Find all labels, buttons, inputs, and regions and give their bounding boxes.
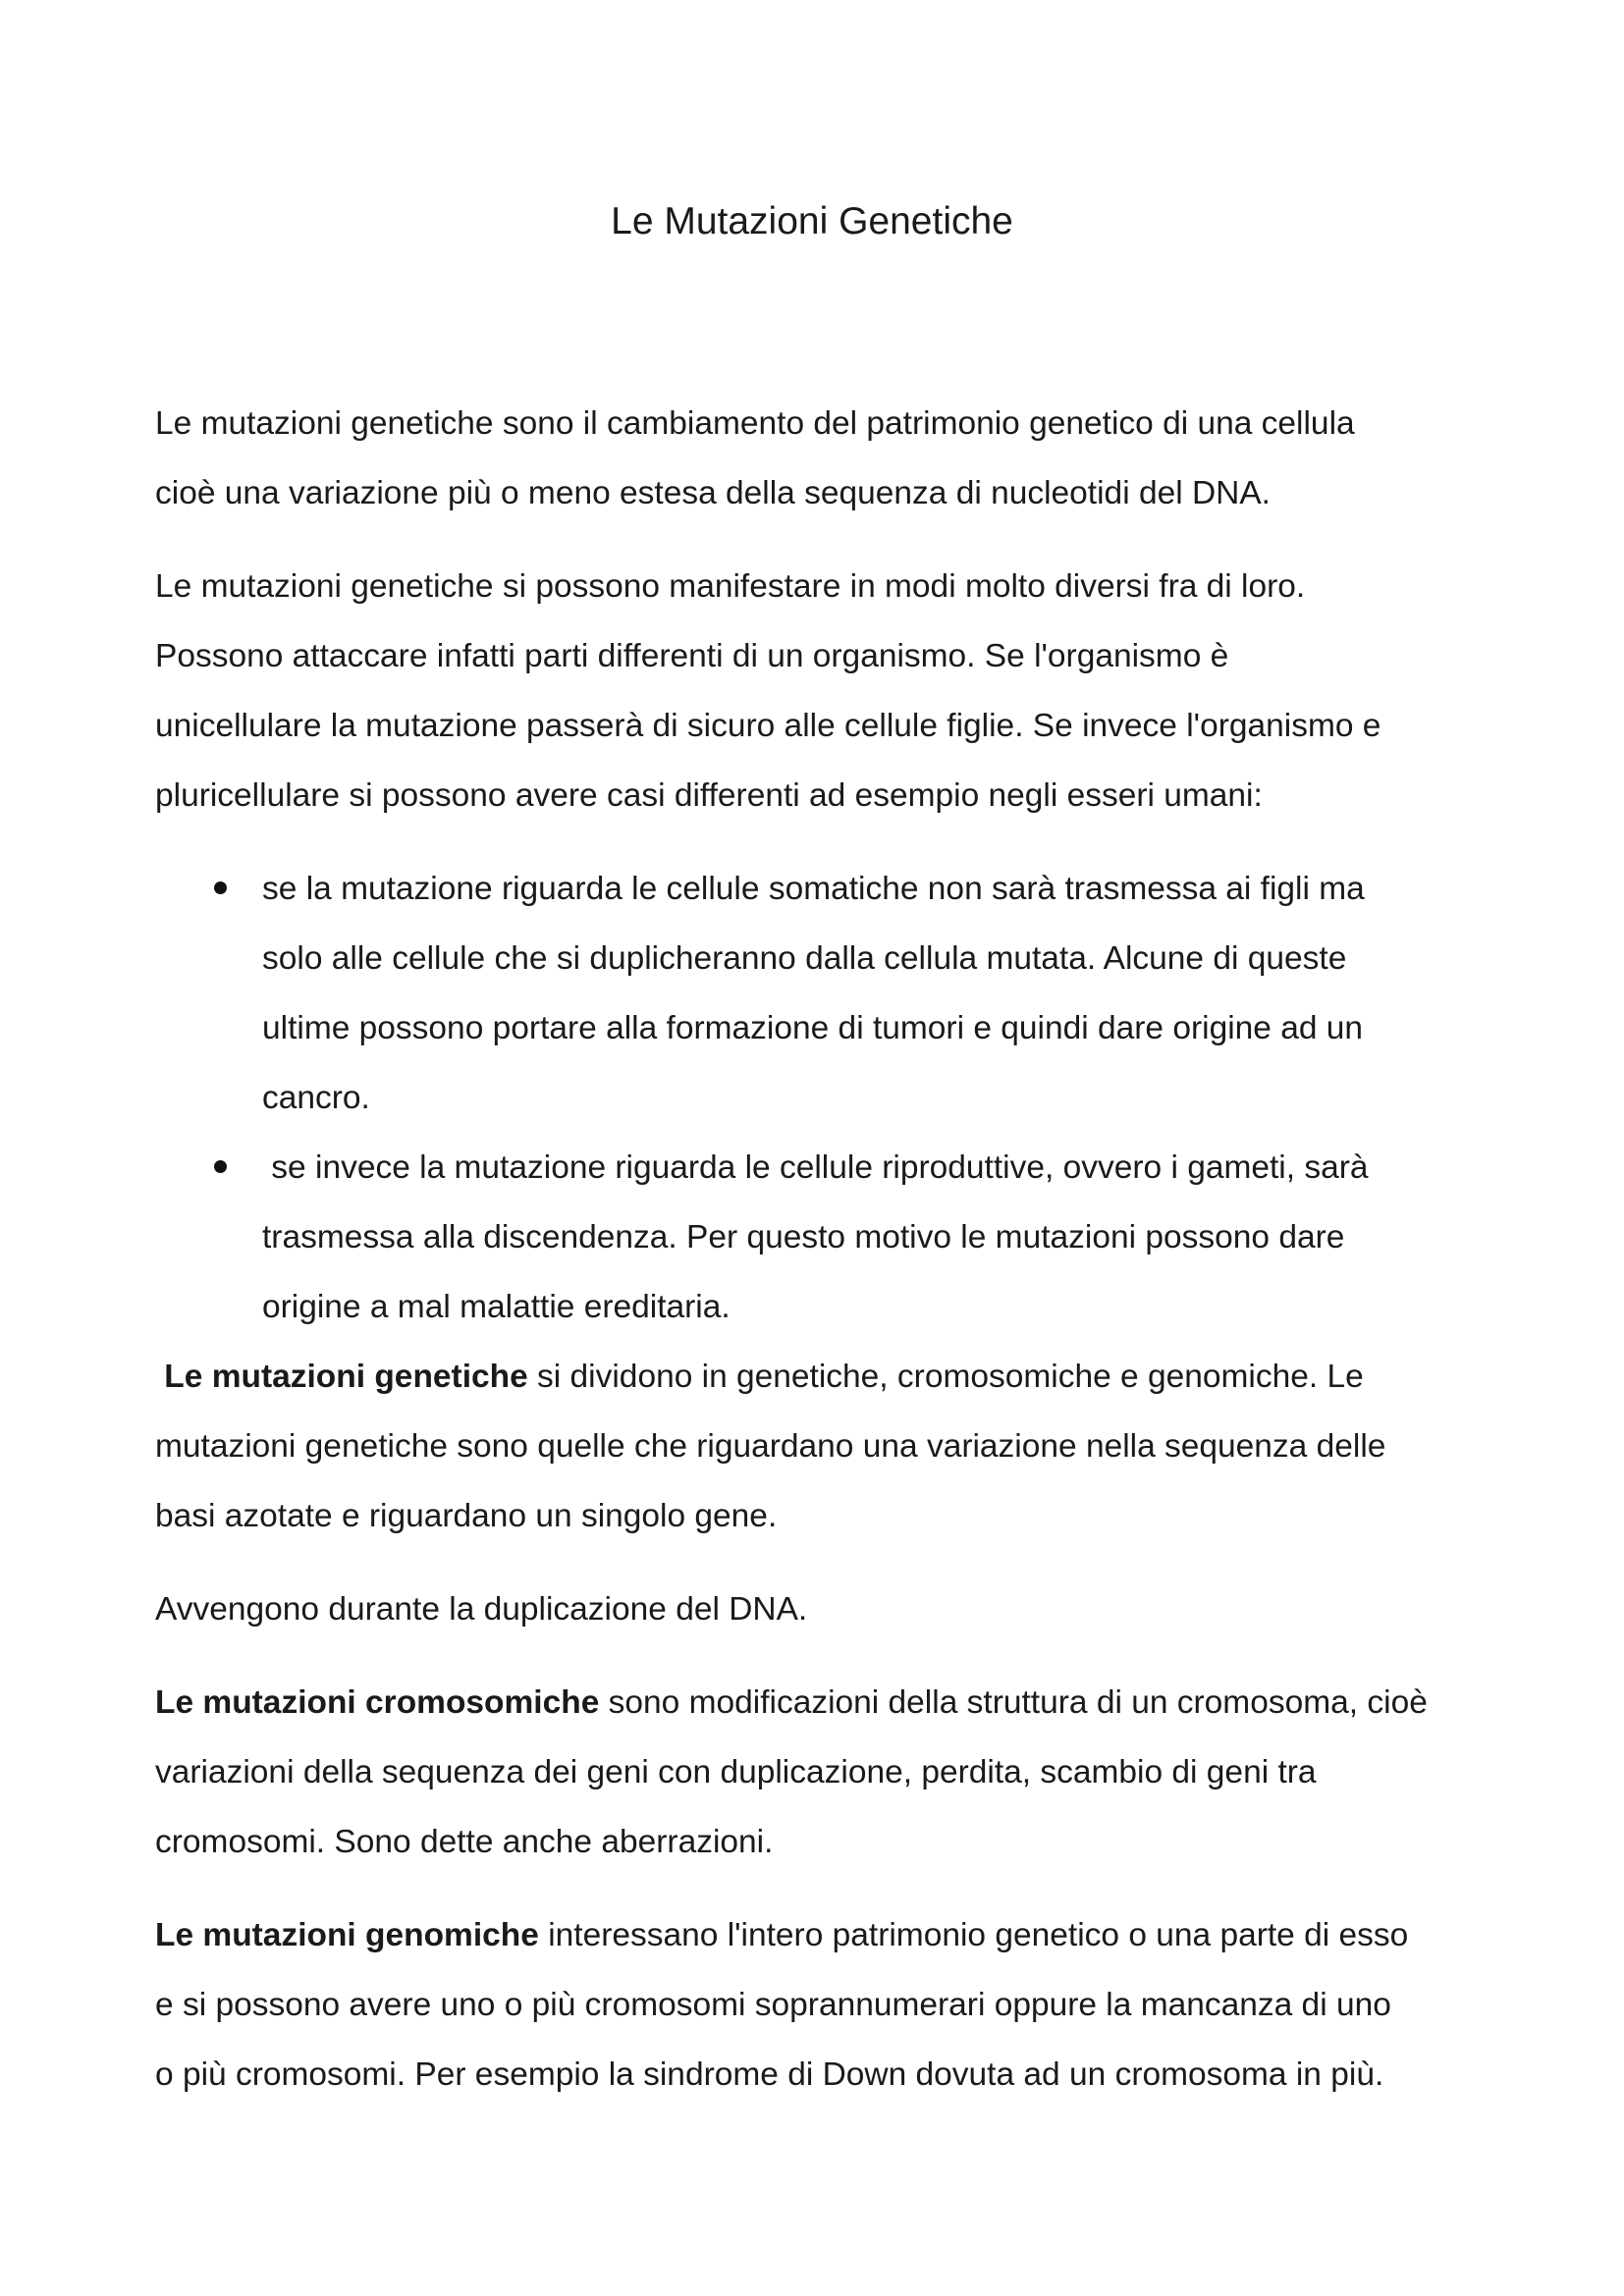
text-line: trasmessa alla discendenza. Per questo motivo le mutazioni possono dare (262, 1219, 1345, 1255)
paragraph-manifestations (155, 552, 1481, 830)
text-span: interessano l'intero patrimonio genetico o una parte di esso (538, 1917, 1409, 1953)
text-line: mutazioni genetiche sono quelle che riguardano una variazione nella sequenza delle (155, 1428, 1386, 1465)
text-line: se la mutazione riguarda le cellule somatiche non sarà trasmessa ai figli ma (262, 871, 1365, 907)
text-line (155, 1900, 1481, 1970)
bold-term: Le mutazioni genomiche (155, 1917, 539, 1953)
text-line: cioè una variazione più o meno estesa della sequenza di nucleotidi del DNA. (155, 475, 1271, 511)
text-line: e si possono avere uno o più cromosomi soprannumerari oppure la mancanza di uno (155, 1987, 1391, 2023)
bold-term: Le mutazioni cromosomiche (155, 1684, 600, 1721)
text-line: origine a mal malattie ereditaria. (262, 1289, 731, 1325)
paragraph-definition (155, 389, 1481, 528)
text-line: variazioni della sequenza dei geni con duplicazione, perdita, scambio di geni tra (155, 1754, 1317, 1790)
text-line: Possono attaccare infatti parti differenti di un organismo. Se l'organismo è (155, 638, 1229, 674)
text-line: pluricellulare si possono avere casi differenti ad esempio negli esseri umani: (155, 777, 1263, 814)
paragraph-dna-duplication (155, 1575, 1481, 1644)
text-line: solo alle cellule che si duplicheranno dalla cellula mutata. Alcune di queste (262, 940, 1347, 977)
bullet-icon (214, 1160, 227, 1173)
document-body (155, 389, 1481, 2109)
text-line: o più cromosomi. Per esempio la sindrome di Down dovuta ad un cromosoma in più. (155, 2056, 1384, 2093)
paragraph-genetic-mutations (155, 1342, 1481, 1551)
bullet-icon (214, 881, 227, 894)
text-line: cromosomi. Sono dette anche aberrazioni. (155, 1824, 774, 1860)
text-span: sono modificazioni della struttura di un cromosoma, cioè (599, 1684, 1428, 1721)
text-line: unicellulare la mutazione passerà di sicuro alle cellule figlie. Se invece l'organismo e (155, 708, 1381, 744)
text-line (155, 1668, 1481, 1737)
page-title: Le Mutazioni Genetiche (611, 200, 1013, 242)
list-item (155, 1133, 1481, 1342)
paragraph-chromosomal-mutations (155, 1668, 1481, 1877)
bullet-list (155, 854, 1481, 1342)
text-span: si dividono in genetiche, cromosomiche e genomiche. Le (527, 1359, 1364, 1395)
text-line: se invece la mutazione riguarda le cellule riproduttive, ovvero i gameti, sarà (262, 1149, 1369, 1186)
paragraph-genomic-mutations (155, 1900, 1481, 2109)
text-line: basi azotate e riguardano un singolo gene. (155, 1498, 778, 1534)
text-line: cancro. (262, 1080, 370, 1116)
text-line: Le mutazioni genetiche sono il cambiamento del patrimonio genetico di una cellula (155, 405, 1355, 442)
bold-term: Le mutazioni genetiche (155, 1359, 528, 1395)
list-item (155, 854, 1481, 1133)
text-line (155, 1342, 1481, 1412)
text-line: Le mutazioni genetiche si possono manifestare in modi molto diversi fra di loro. (155, 568, 1306, 605)
text-line: ultime possono portare alla formazione di tumori e quindi dare origine ad un (262, 1010, 1364, 1046)
text-line: Avvengono durante la duplicazione del DNA. (155, 1591, 808, 1628)
